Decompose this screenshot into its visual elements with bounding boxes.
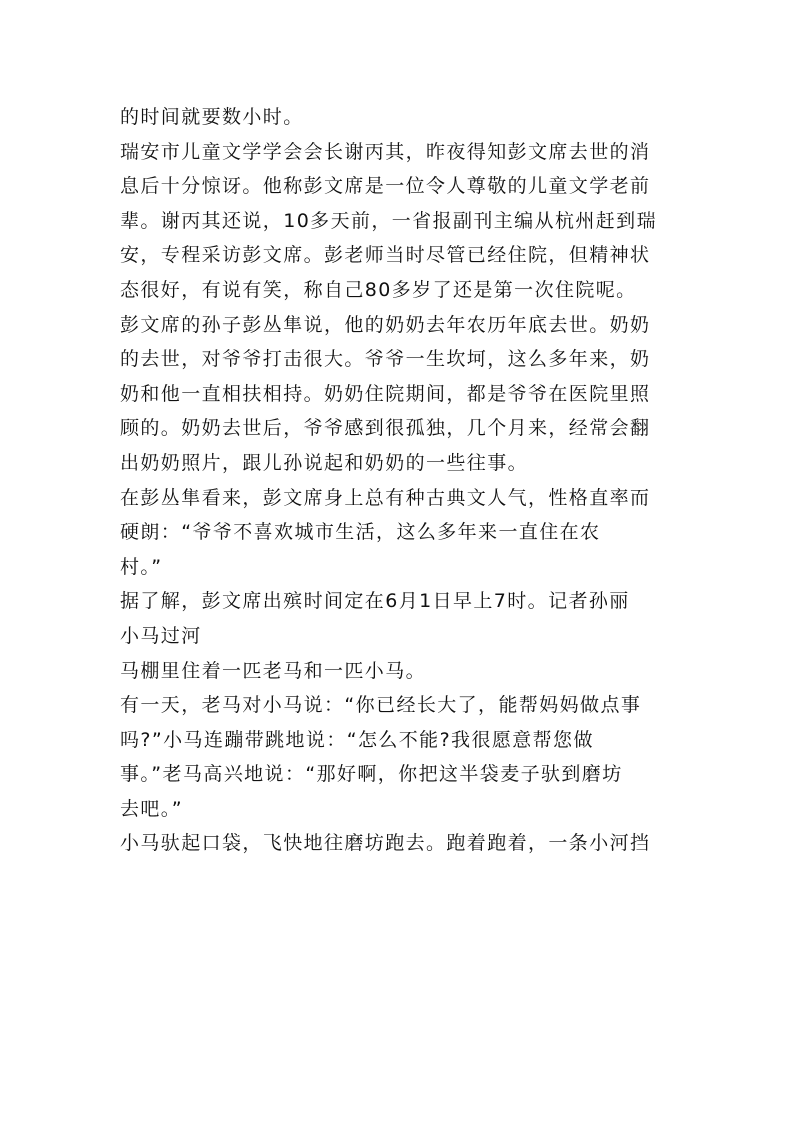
text-line: 去吧。” (120, 797, 183, 820)
text-line: 彭文席的孙子彭丛隼说，他的奶奶去年农历年底去世。奶奶 (120, 313, 651, 336)
text-line: 马棚里住着一匹老马和一匹小马。 (120, 659, 427, 682)
text-line: 出奶奶照片，跟儿孙说起和奶奶的一些往事。 (120, 451, 529, 474)
text-line: 有一天，老马对小马说：“你已经长大了，能帮妈妈做点事 (120, 694, 642, 717)
text-line: 事。”老马高兴地说：“那好啊，你把这半袋麦子驮到磨坊 (120, 763, 623, 786)
text-line: 小马驮起口袋，飞快地往磨坊跑去。跑着跑着，一条小河挡 (120, 832, 651, 855)
text-line: 在彭丛隼看来，彭文席身上总有种古典文人气，性格直率而 (120, 486, 651, 509)
text-line: 据了解，彭文席出殡时间定在6月1日早上7时。记者孙丽 (120, 590, 630, 613)
text-line: 村。” (120, 555, 163, 578)
text-line: 辈。谢丙其还说，10多天前，一省报副刊主编从杭州赶到瑞 (120, 209, 657, 232)
text-line: 态很好，有说有笑，称自己80多岁了还是第一次住院呢。 (120, 278, 637, 301)
text-line: 奶和他一直相扶相持。奶奶住院期间，都是爷爷在医院里照 (120, 382, 651, 405)
text-line: 的去世，对爷爷打击很大。爷爷一生坎坷，这么多年来，奶 (120, 348, 651, 371)
text-line: 硬朗：“爷爷不喜欢城市生活，这么多年来一直住在农 (120, 521, 601, 544)
body-text (120, 100, 680, 861)
text-line: 安，专程采访彭文席。彭老师当时尽管已经住院，但精神状 (120, 244, 651, 267)
text-line: 吗?”小马连蹦带跳地说：“怎么不能?我很愿意帮您做 (120, 728, 594, 751)
text-line: 顾的。奶奶去世后，爷爷感到很孤独，几个月来，经常会翻 (120, 417, 651, 440)
text-line: 的时间就要数小时。 (120, 106, 304, 128)
text-line: 瑞安市儿童文学学会会长谢丙其，昨夜得知彭文席去世的消 (120, 140, 651, 163)
section-title: 小马过河 (120, 624, 202, 647)
text-line: 息后十分惊讶。他称彭文席是一位令人尊敬的儿童文学老前 (120, 175, 651, 198)
